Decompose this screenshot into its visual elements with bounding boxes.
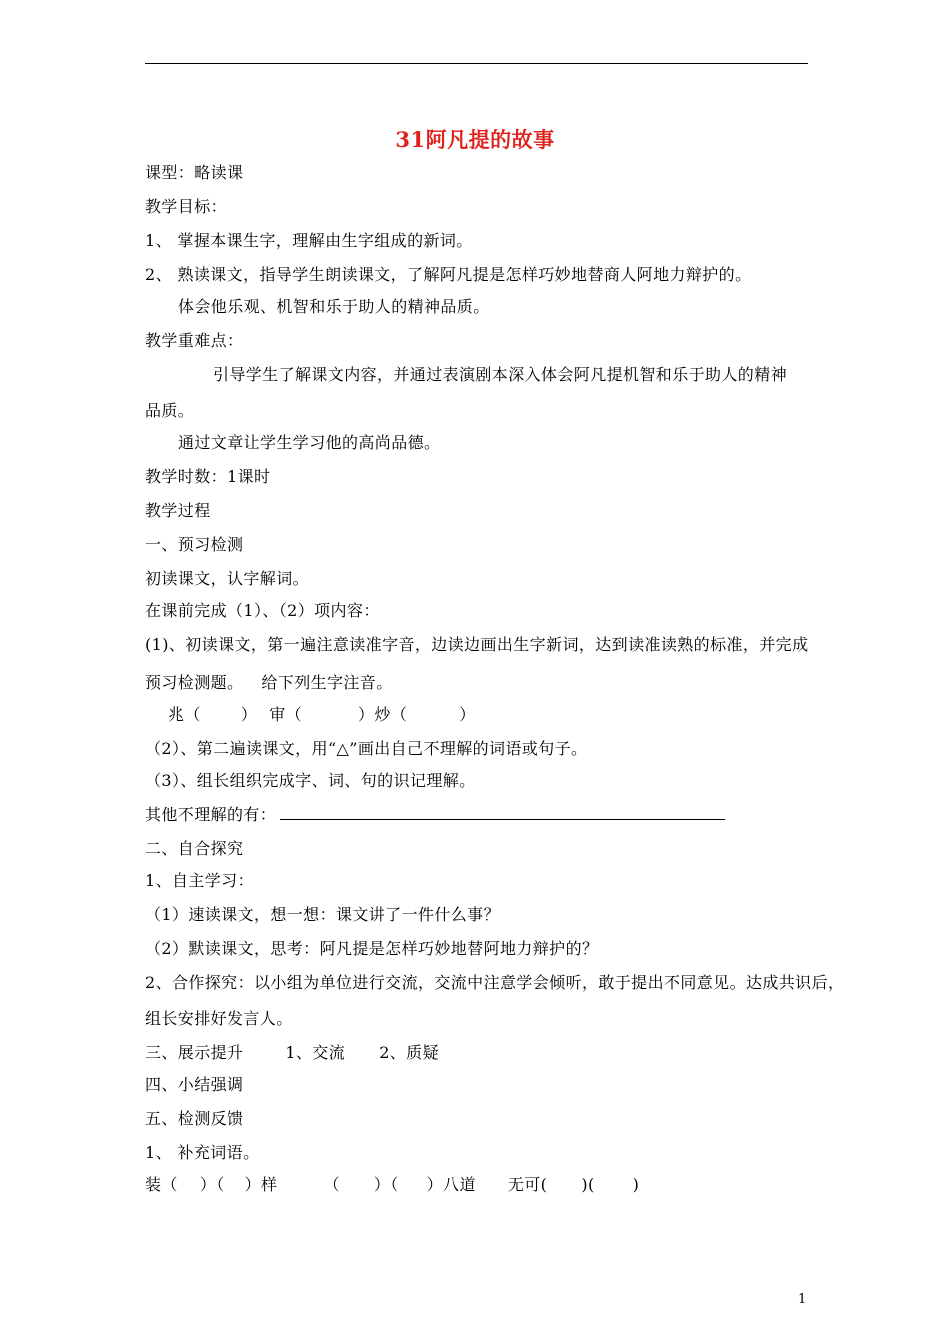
other-questions-label: 其他不理解的有： [145, 805, 277, 824]
task-1-cont-b: 给下列生字注音。 [261, 673, 393, 692]
pinyin-zhao-close: ） [240, 705, 258, 724]
self-study-q1: （1）速读课文，想一想：课文讲了一件什么事？ [145, 905, 500, 924]
heading-key-points: 教学重难点： [145, 331, 244, 350]
pinyin-chao: ）炒（ [358, 705, 408, 724]
task-1-cont-a: 预习检测题。 [145, 673, 244, 692]
self-study-q2: （2）默读课文，思考：阿凡提是怎样巧妙地替阿地力辩护的？ [145, 939, 599, 958]
idiom-3-b: )( [581, 1175, 595, 1194]
self-study: 1、自主学习： [145, 871, 254, 890]
idiom-3-a: 无可( [507, 1175, 548, 1194]
section-5-heading: 五、检测反馈 [145, 1109, 244, 1128]
heading-process: 教学过程 [145, 501, 211, 520]
section-3-item-2: 2、质疑 [379, 1043, 439, 1062]
course-type: 课型：略读课 [145, 163, 244, 182]
exercise-1: 1、 补充词语。 [145, 1143, 260, 1162]
idiom-1-b: ）（ [199, 1175, 225, 1194]
idiom-3-c: ) [632, 1175, 640, 1194]
key-point-2: 通过文章让学生学习他的高尚品德。 [178, 433, 441, 452]
pinyin-zhao: 兆（ [168, 705, 201, 724]
section-3-heading [145, 1043, 439, 1063]
cooperative-study-cont: 组长安排好发言人。 [145, 1009, 293, 1028]
answer-blank-line [280, 807, 725, 820]
task-3: （3）、组长组织完成字、词、句的识记理解。 [145, 771, 476, 790]
section-1-instruction: 在课前完成（1）、（2）项内容： [145, 601, 380, 620]
section-3-title: 三、展示提升 [145, 1043, 244, 1062]
heading-goals: 教学目标： [145, 197, 228, 216]
page-title: 31阿凡提的故事 [395, 127, 555, 152]
task-2: （2）、第二遍读课文，用“△”画出自己不理解的词语或句子。 [145, 739, 588, 758]
idiom-1-a: 装（ [145, 1175, 178, 1194]
section-1-heading: 一、预习检测 [145, 535, 244, 554]
pinyin-shen: 审（ [269, 705, 303, 724]
other-questions [145, 805, 725, 825]
idiom-2-a: （ [323, 1175, 340, 1194]
section-3-item-1: 1、交流 [285, 1043, 346, 1062]
task-1: (1)、初读课文，第一遍注意读准字音，边读边画出生字新词，达到读准读熟的标准，并完成 [145, 635, 809, 654]
idiom-fill-row [145, 1175, 639, 1195]
task-1-cont [145, 673, 393, 693]
pinyin-row [168, 705, 476, 725]
key-point-1: 引导学生了解课文内容，并通过表演剧本深入体会阿凡提机智和乐于助人的精神 [213, 365, 788, 384]
idiom-2-c: ）八道 [426, 1175, 476, 1194]
section-4-heading: 四、小结强调 [145, 1075, 244, 1094]
idiom-1-c: ）样 [244, 1175, 278, 1194]
pinyin-chao-close: ） [459, 705, 476, 724]
idiom-2-b: ）（ [373, 1175, 399, 1194]
goal-1: 1、 掌握本课生字，理解由生字组成的新词。 [145, 231, 473, 250]
section-1-text: 初读课文，认字解词。 [145, 569, 310, 588]
goal-2-cont: 体会他乐观、机智和乐于助人的精神品质。 [178, 297, 490, 316]
header-rule [145, 63, 808, 64]
page-number: 1 [798, 1292, 807, 1307]
section-2-heading: 二、自合探究 [145, 839, 244, 858]
goal-2: 2、 熟读课文，指导学生朗读课文，了解阿凡提是怎样巧妙地替商人阿地力辩护的。 [145, 265, 752, 284]
teaching-hours: 教学时数：1课时 [145, 467, 271, 486]
cooperative-study: 2、合作探究：以小组为单位进行交流，交流中注意学会倾听，敢于提出不同意见。达成共识后， [145, 973, 845, 992]
key-point-1-cont: 品质。 [145, 401, 195, 420]
